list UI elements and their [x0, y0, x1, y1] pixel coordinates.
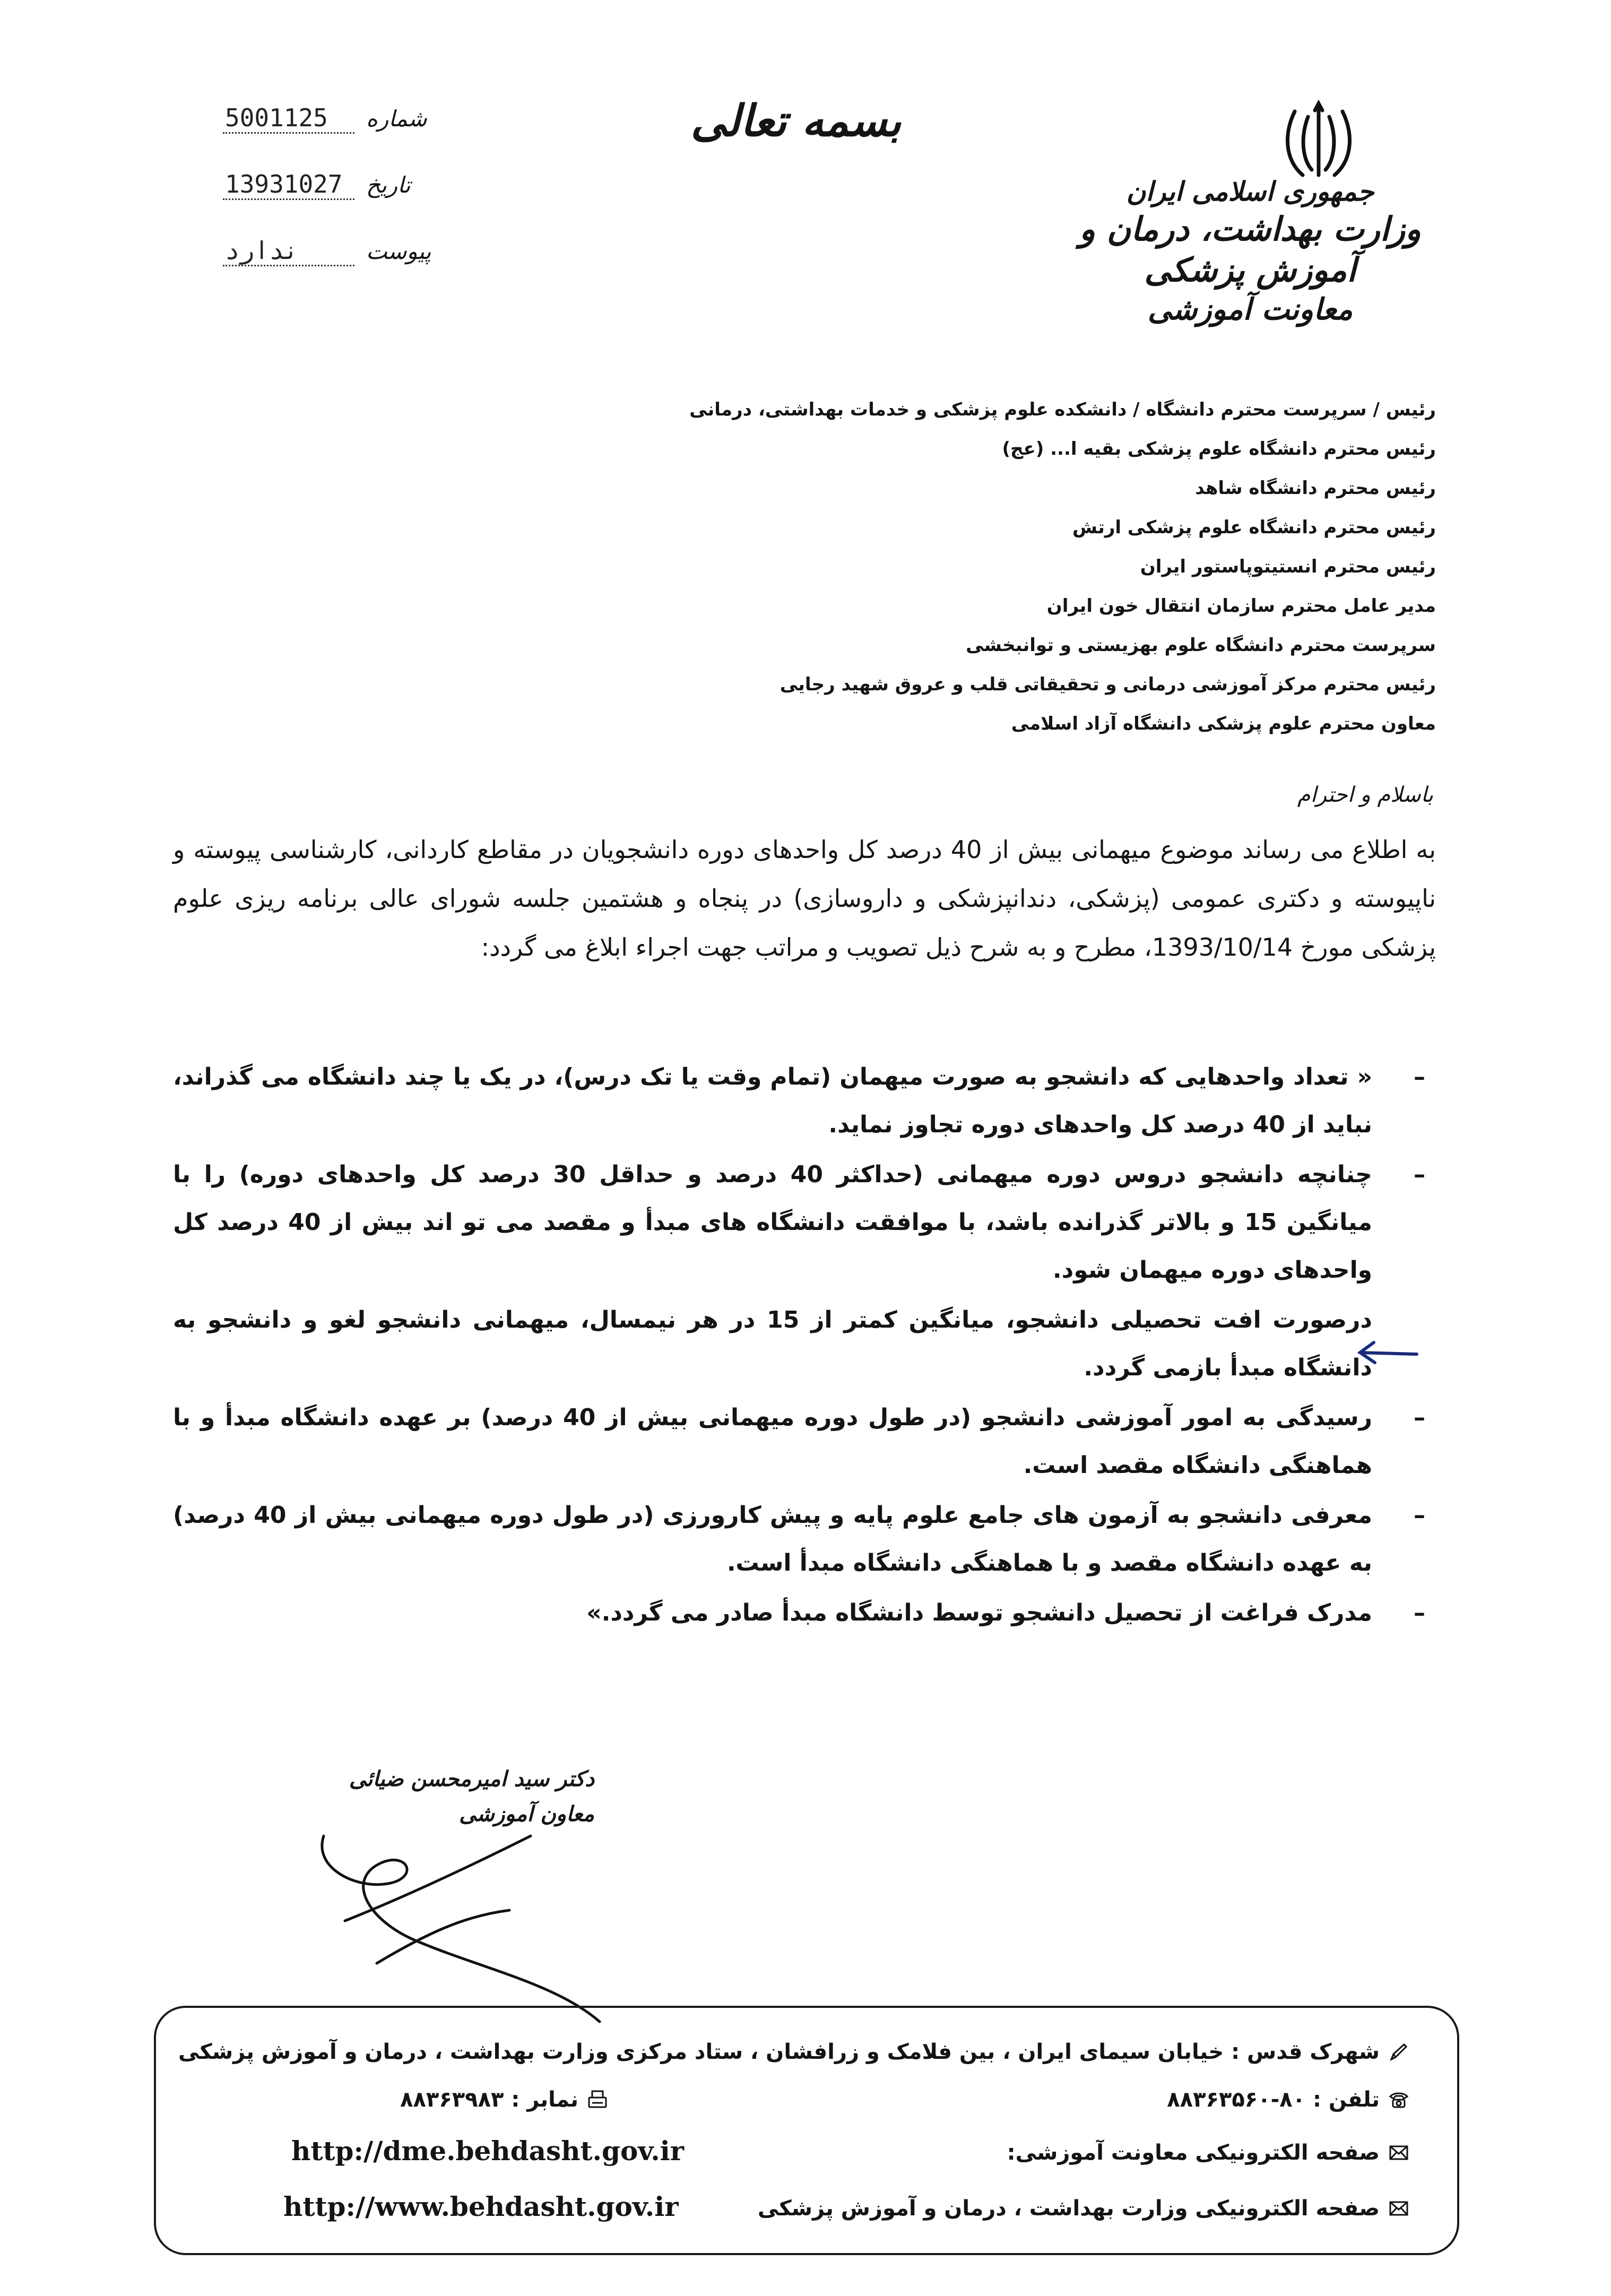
clause-text: درصورت افت تحصیلی دانشجو، میانگین کمتر از 15 در هر نیمسال، میهمانی دانشجو لغو و دانشجو به دانشگاه مبدأ بازمی گردد.	[173, 1306, 1372, 1381]
recipient-line: رئیس محترم دانشگاه علوم پزشکی ارتش	[1072, 517, 1436, 538]
clause-item	[173, 1296, 1436, 1392]
edu-site-link[interactable]: http://dme.behdasht.gov.ir	[291, 2135, 685, 2167]
resolution-clauses	[173, 1053, 1436, 1637]
letter-number-label: شماره	[366, 106, 427, 132]
greeting: باسلام و احترام	[1297, 783, 1433, 807]
recipient-line: رئیس محترم دانشگاه علوم پزشکی بقیه ا... (عج)	[1002, 438, 1436, 460]
letter-number-row	[223, 103, 467, 170]
signer-name: دکتر سید امیرمحسن ضیائی	[349, 1766, 594, 1791]
recipient-line: رئیس / سرپرست محترم دانشگاه / دانشکده علوم پزشکی و خدمات بهداشتی، درمانی	[689, 399, 1436, 420]
recipient-line: سرپرست محترم دانشگاه علوم بهزیستی و توانبخشی	[966, 635, 1436, 656]
letter-attachment: ندارد	[223, 236, 354, 266]
footer-edu-site-label: صفحه الکترونیکی معاونت آموزشی:	[1007, 2141, 1380, 2165]
signer-title: معاون آموزشی	[459, 1801, 594, 1826]
recipient-line: معاون محترم علوم پزشکی دانشگاه آزاد اسلامی	[1011, 713, 1436, 734]
bismillah-heading: بسمه تعالی	[690, 96, 902, 146]
footer-address: شهرک قدس : خیابان سیمای ایران ، بین فلامک و زرافشان ، ستاد مرکزی وزارت بهداشت ، درمان و آموزش پزشکی	[178, 2040, 1380, 2064]
fax-icon	[587, 2089, 608, 2110]
footer-fax-row	[400, 2087, 608, 2112]
footer-phone: تلفن : ۸۰-۸۸۳۶۳۵۶۰	[1167, 2087, 1380, 2112]
phone-icon	[1388, 2089, 1409, 2110]
ministry-line-2: وزارت بهداشت، درمان و آموزش پزشکی	[1079, 209, 1421, 289]
recipient-line: رئیس محترم دانشگاه شاهد	[1195, 478, 1436, 499]
pen-icon	[1388, 2041, 1409, 2063]
dash-bullet: –	[1414, 1404, 1425, 1431]
letter-date-label: تاریخ	[366, 172, 411, 198]
letter-number: 5001125	[223, 103, 354, 134]
dash-bullet: –	[1414, 1599, 1425, 1626]
clause-text: معرفی دانشجو به آزمون های جامع علوم پایه و پیش کارورزی (در طول دوره میهمانی بیش از 40 درصد) به عهده دانشگاه مقصد و با هماهنگی دانشگاه مبدأ است.	[173, 1502, 1372, 1576]
letter-date-row	[223, 170, 467, 236]
intro-paragraph: به اطلاع می رساند موضوع میهمانی بیش از 40 درصد کل واحدهای دوره دانشجویان در مقاطع کاردانی، کارشناسی پیوسته و ناپیوسته و دکتری عمومی (پزشکی، دندانپزشکی و داروسازی) در پنجاه و هشتمین جلسه شورای عالی برنامه ریزی علوم پزشکی مورخ 1393/10/14، مطرح و به شرح ذیل تصویب و مراتب جهت اجراء ابلاغ می گردد:	[173, 835, 1436, 961]
iran-emblem-icon	[1279, 96, 1358, 186]
footer-phone-row	[1167, 2087, 1409, 2112]
dash-bullet: –	[1414, 1161, 1425, 1188]
ministry-heading	[1064, 175, 1436, 328]
footer-fax: نمابر : ۸۸۳۶۳۹۸۳	[400, 2087, 578, 2112]
clause-item	[173, 1053, 1436, 1149]
clause-item	[173, 1151, 1436, 1294]
letter-attachment-label: پیوست	[366, 238, 431, 264]
recipient-line: رئیس محترم انستیتوپاستور ایران	[1140, 556, 1436, 577]
clause-item	[173, 1589, 1436, 1637]
clause-text: « تعداد واحدهایی که دانشجو به صورت میهمان (تمام وقت یا تک درس)، در یک یا چند دانشگاه می گذراند، نباید از 40 درصد کل واحدهای دوره تجاوز نماید.	[173, 1063, 1372, 1138]
letter-attachment-row	[223, 236, 467, 302]
clause-text: رسیدگی به امور آموزشی دانشجو (در طول دوره میهمانی بیش از 40 درصد) بر عهده دانشگاه مبدأ و با هماهنگی دانشگاه مقصد است.	[173, 1404, 1373, 1479]
handwritten-arrow-icon	[1356, 1339, 1419, 1366]
clause-item	[173, 1394, 1436, 1489]
ministry-site-link[interactable]: http://www.behdasht.gov.ir	[283, 2191, 679, 2222]
letter-meta	[223, 103, 467, 302]
envelope-icon	[1388, 2198, 1409, 2219]
letter-date: 13931027	[223, 170, 354, 200]
clause-text: مدرک فراغت از تحصیل دانشجو توسط دانشگاه مبدأ صادر می گردد.»	[586, 1599, 1372, 1626]
recipient-list	[481, 390, 1436, 743]
recipient-line: مدیر عامل محترم سازمان انتقال خون ایران	[1046, 595, 1436, 617]
footer-address-row	[178, 2040, 1409, 2064]
footer-edu-site-row	[1007, 2141, 1409, 2165]
footer-ministry-site-row	[758, 2196, 1409, 2221]
clause-item	[173, 1492, 1436, 1587]
envelope-icon	[1388, 2142, 1409, 2163]
footer-ministry-site-label: صفحه الکترونیکی وزارت بهداشت ، درمان و آموزش پزشکی	[757, 2196, 1380, 2221]
clause-text: چنانچه دانشجو دروس دوره میهمانی (حداکثر 40 درصد و حداقل 30 درصد کل واحدهای دوره) را با میانگین 15 و بالاتر گذرانده باشد، با موافقت دانشگاه های مبدأ و مقصد می تو اند بیش از 40 درصد کل واحدهای دوره میهمان شود.	[173, 1161, 1373, 1284]
ministry-line-1: جمهوری اسلامی ایران	[1126, 176, 1374, 207]
ministry-line-3: معاونت آموزشی	[1147, 291, 1353, 327]
dash-bullet: –	[1414, 1063, 1425, 1090]
dash-bullet: –	[1414, 1502, 1425, 1529]
footer-contact-box	[154, 2006, 1459, 2255]
signature-scribble-icon	[281, 1804, 621, 2038]
recipient-line: رئیس محترم مرکز آموزشی درمانی و تحقیقاتی قلب و عروق شهید رجایی	[779, 674, 1436, 695]
